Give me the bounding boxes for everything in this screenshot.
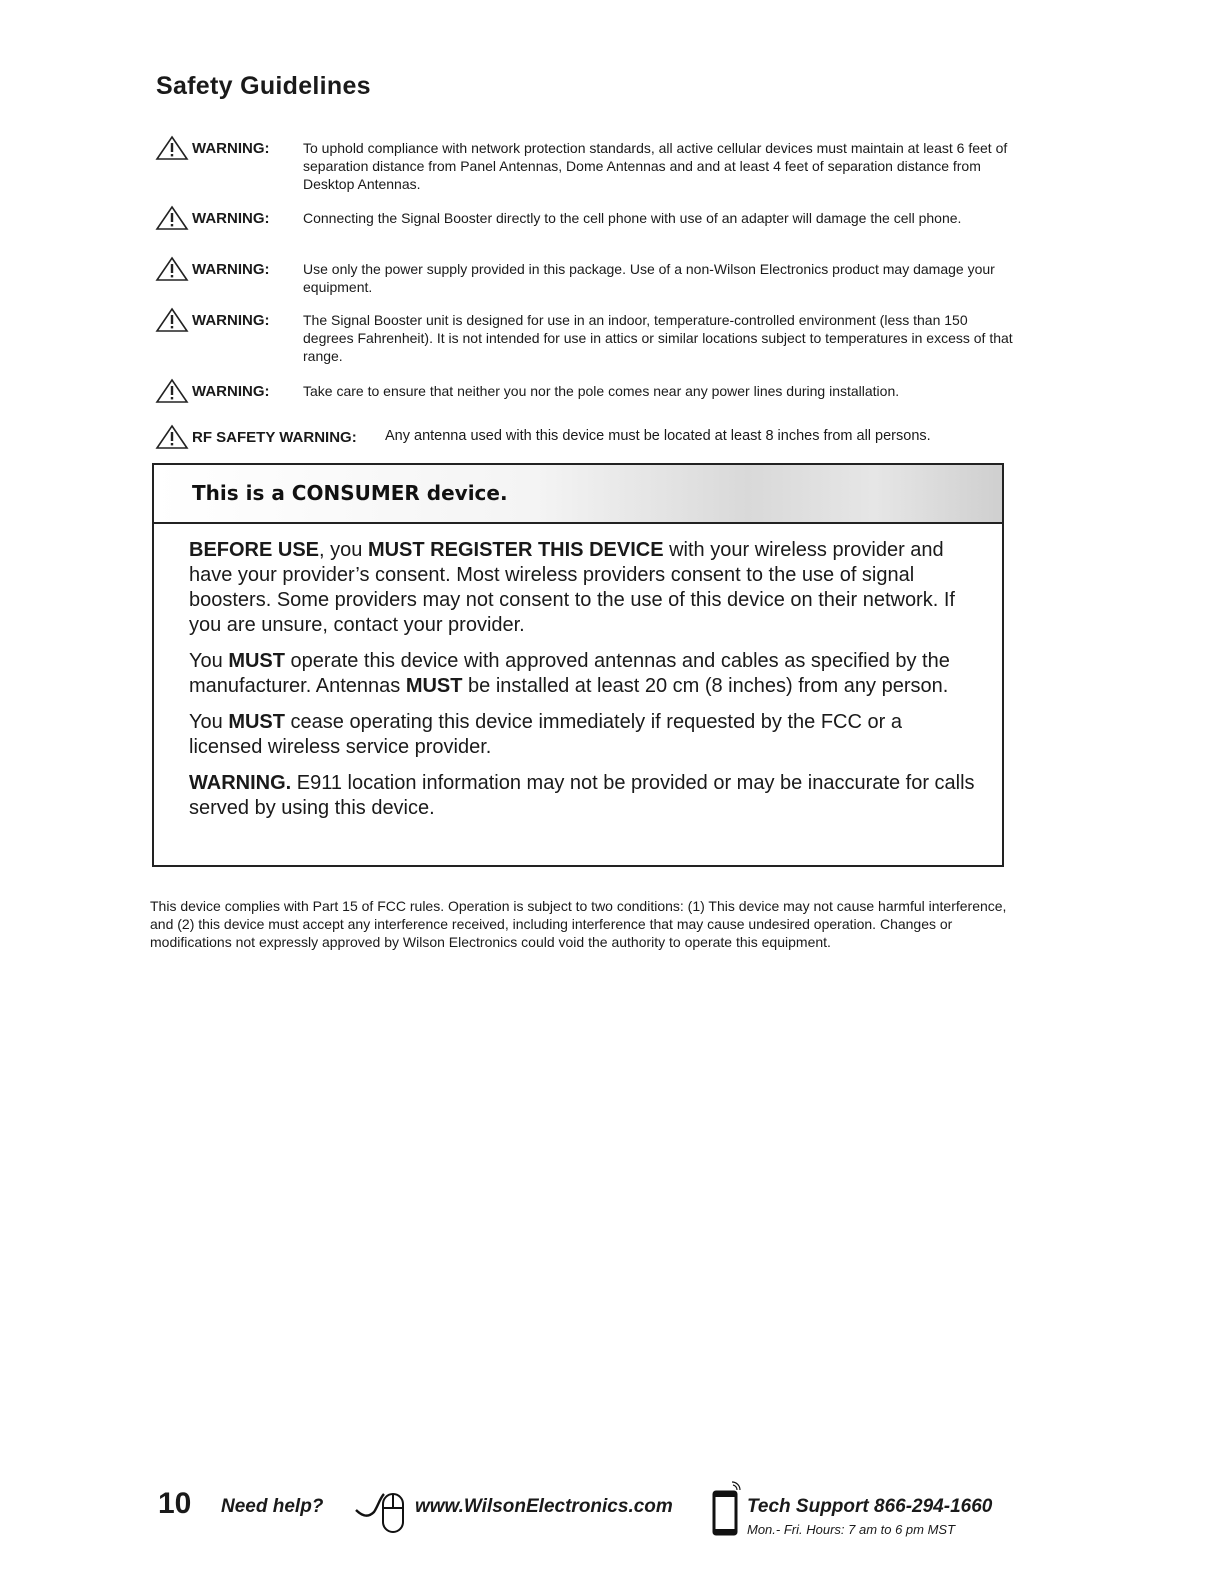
bold-text: MUST: [228, 650, 285, 672]
support-hours: Mon.- Fri. Hours: 7 am to 6 pm MST: [747, 1522, 956, 1537]
warning-triangle-icon: [155, 424, 189, 450]
body-text: You: [189, 711, 229, 733]
consumer-notice-heading: This is a CONSUMER device.: [192, 481, 508, 505]
body-text: cease operating this device immediately if requested by the FCC or a licensed wireless service provider.: [189, 711, 902, 758]
page-number: 10: [158, 1487, 192, 1520]
consumer-notice-body: [189, 538, 979, 832]
bold-text: MUST: [228, 711, 285, 733]
warning-label-text: WARNING:: [192, 382, 270, 400]
body-text: operate this device with approved antennas and cables as specified by the manufacturer. Antennas: [189, 650, 950, 697]
body-text: You: [189, 650, 229, 672]
fcc-notice: This device complies with Part 15 of FCC rules. Operation is subject to two conditions: (1) This device may not cause harmful interference, and (2) this device must accept any interference received, including interference that may cause undesired operation. Changes or modifications not expressly approved by Wilson Electronics could void the authority to operate this equipment.: [150, 898, 1007, 950]
consumer-paragraph: [189, 771, 979, 821]
tech-support-phone: Tech Support 866-294-1660: [747, 1496, 993, 1517]
rf-warning-text: Any antenna used with this device must be located at least 8 inches from all persons.: [385, 428, 931, 444]
bold-text: MUST: [405, 675, 463, 697]
consumer-notice-header: [154, 465, 1002, 524]
warning-text: To uphold compliance with network protection standards, all active cellular devices must maintain at least 6 feet of separation distance from Panel Antennas, Dome Antennas and and at least 4 feet of separation distance from Desktop Antennas.: [303, 140, 1008, 192]
warning-text: The Signal Booster unit is designed for use in an indoor, temperature-controlled environment (less than 150 degrees Fahrenheit). It is not intended for use in attics or similar locations subject to temperatures in excess of that range.: [303, 312, 1013, 364]
warning-text: Connecting the Signal Booster directly to the cell phone with use of an adapter will damage the cell phone.: [303, 210, 962, 226]
warning-label-text: WARNING:: [192, 260, 270, 278]
warning-label-text: WARNING:: [192, 139, 270, 157]
warning-label: [155, 256, 270, 282]
warning-label-text: WARNING:: [192, 311, 270, 329]
consumer-paragraph: [189, 538, 979, 638]
consumer-paragraph: [189, 649, 979, 699]
warning-text: Use only the power supply provided in this package. Use of a non-Wilson Electronics product may damage your equipment.: [303, 261, 995, 295]
warning-triangle-icon: [155, 378, 189, 404]
warning-label: [155, 378, 270, 404]
warning-text: Take care to ensure that neither you nor the pole comes near any power lines during installation.: [303, 383, 900, 399]
bold-text: WARNING.: [189, 772, 292, 794]
body-text: , you: [319, 539, 368, 561]
consumer-paragraph: [189, 710, 979, 760]
bold-text: MUST REGISTER THIS DEVICE: [367, 539, 664, 561]
mouse-icon: [354, 1488, 410, 1538]
rf-warning-label: [155, 424, 357, 450]
bold-text: BEFORE USE: [189, 539, 320, 561]
phone-icon: [710, 1480, 746, 1540]
warning-triangle-icon: [155, 205, 189, 231]
body-text: be installed at least 20 cm (8 inches) from any person.: [462, 675, 949, 697]
body-text: E911 location information may not be provided or may be inaccurate for calls served by using this device.: [189, 772, 975, 819]
website-link[interactable]: www.WilsonElectronics.com: [415, 1496, 673, 1517]
warning-label-text: WARNING:: [192, 209, 270, 227]
need-help-label: Need help?: [221, 1496, 324, 1517]
warning-label: [155, 135, 270, 161]
page-footer: [0, 1480, 1224, 1540]
page-title: Safety Guidelines: [156, 72, 371, 100]
consumer-notice-box: [152, 463, 1004, 867]
warning-label: [155, 307, 270, 333]
warning-label: [155, 205, 270, 231]
body-text: with your wireless provider and have your provider’s consent. Most wireless providers consent to the use of signal boosters. Some providers may not consent to the use of this device on their network. If you are unsure, contact your provider.: [189, 539, 955, 636]
warning-triangle-icon: [155, 135, 189, 161]
rf-warning-label-text: RF SAFETY WARNING:: [192, 428, 357, 446]
warning-triangle-icon: [155, 307, 189, 333]
warning-triangle-icon: [155, 256, 189, 282]
